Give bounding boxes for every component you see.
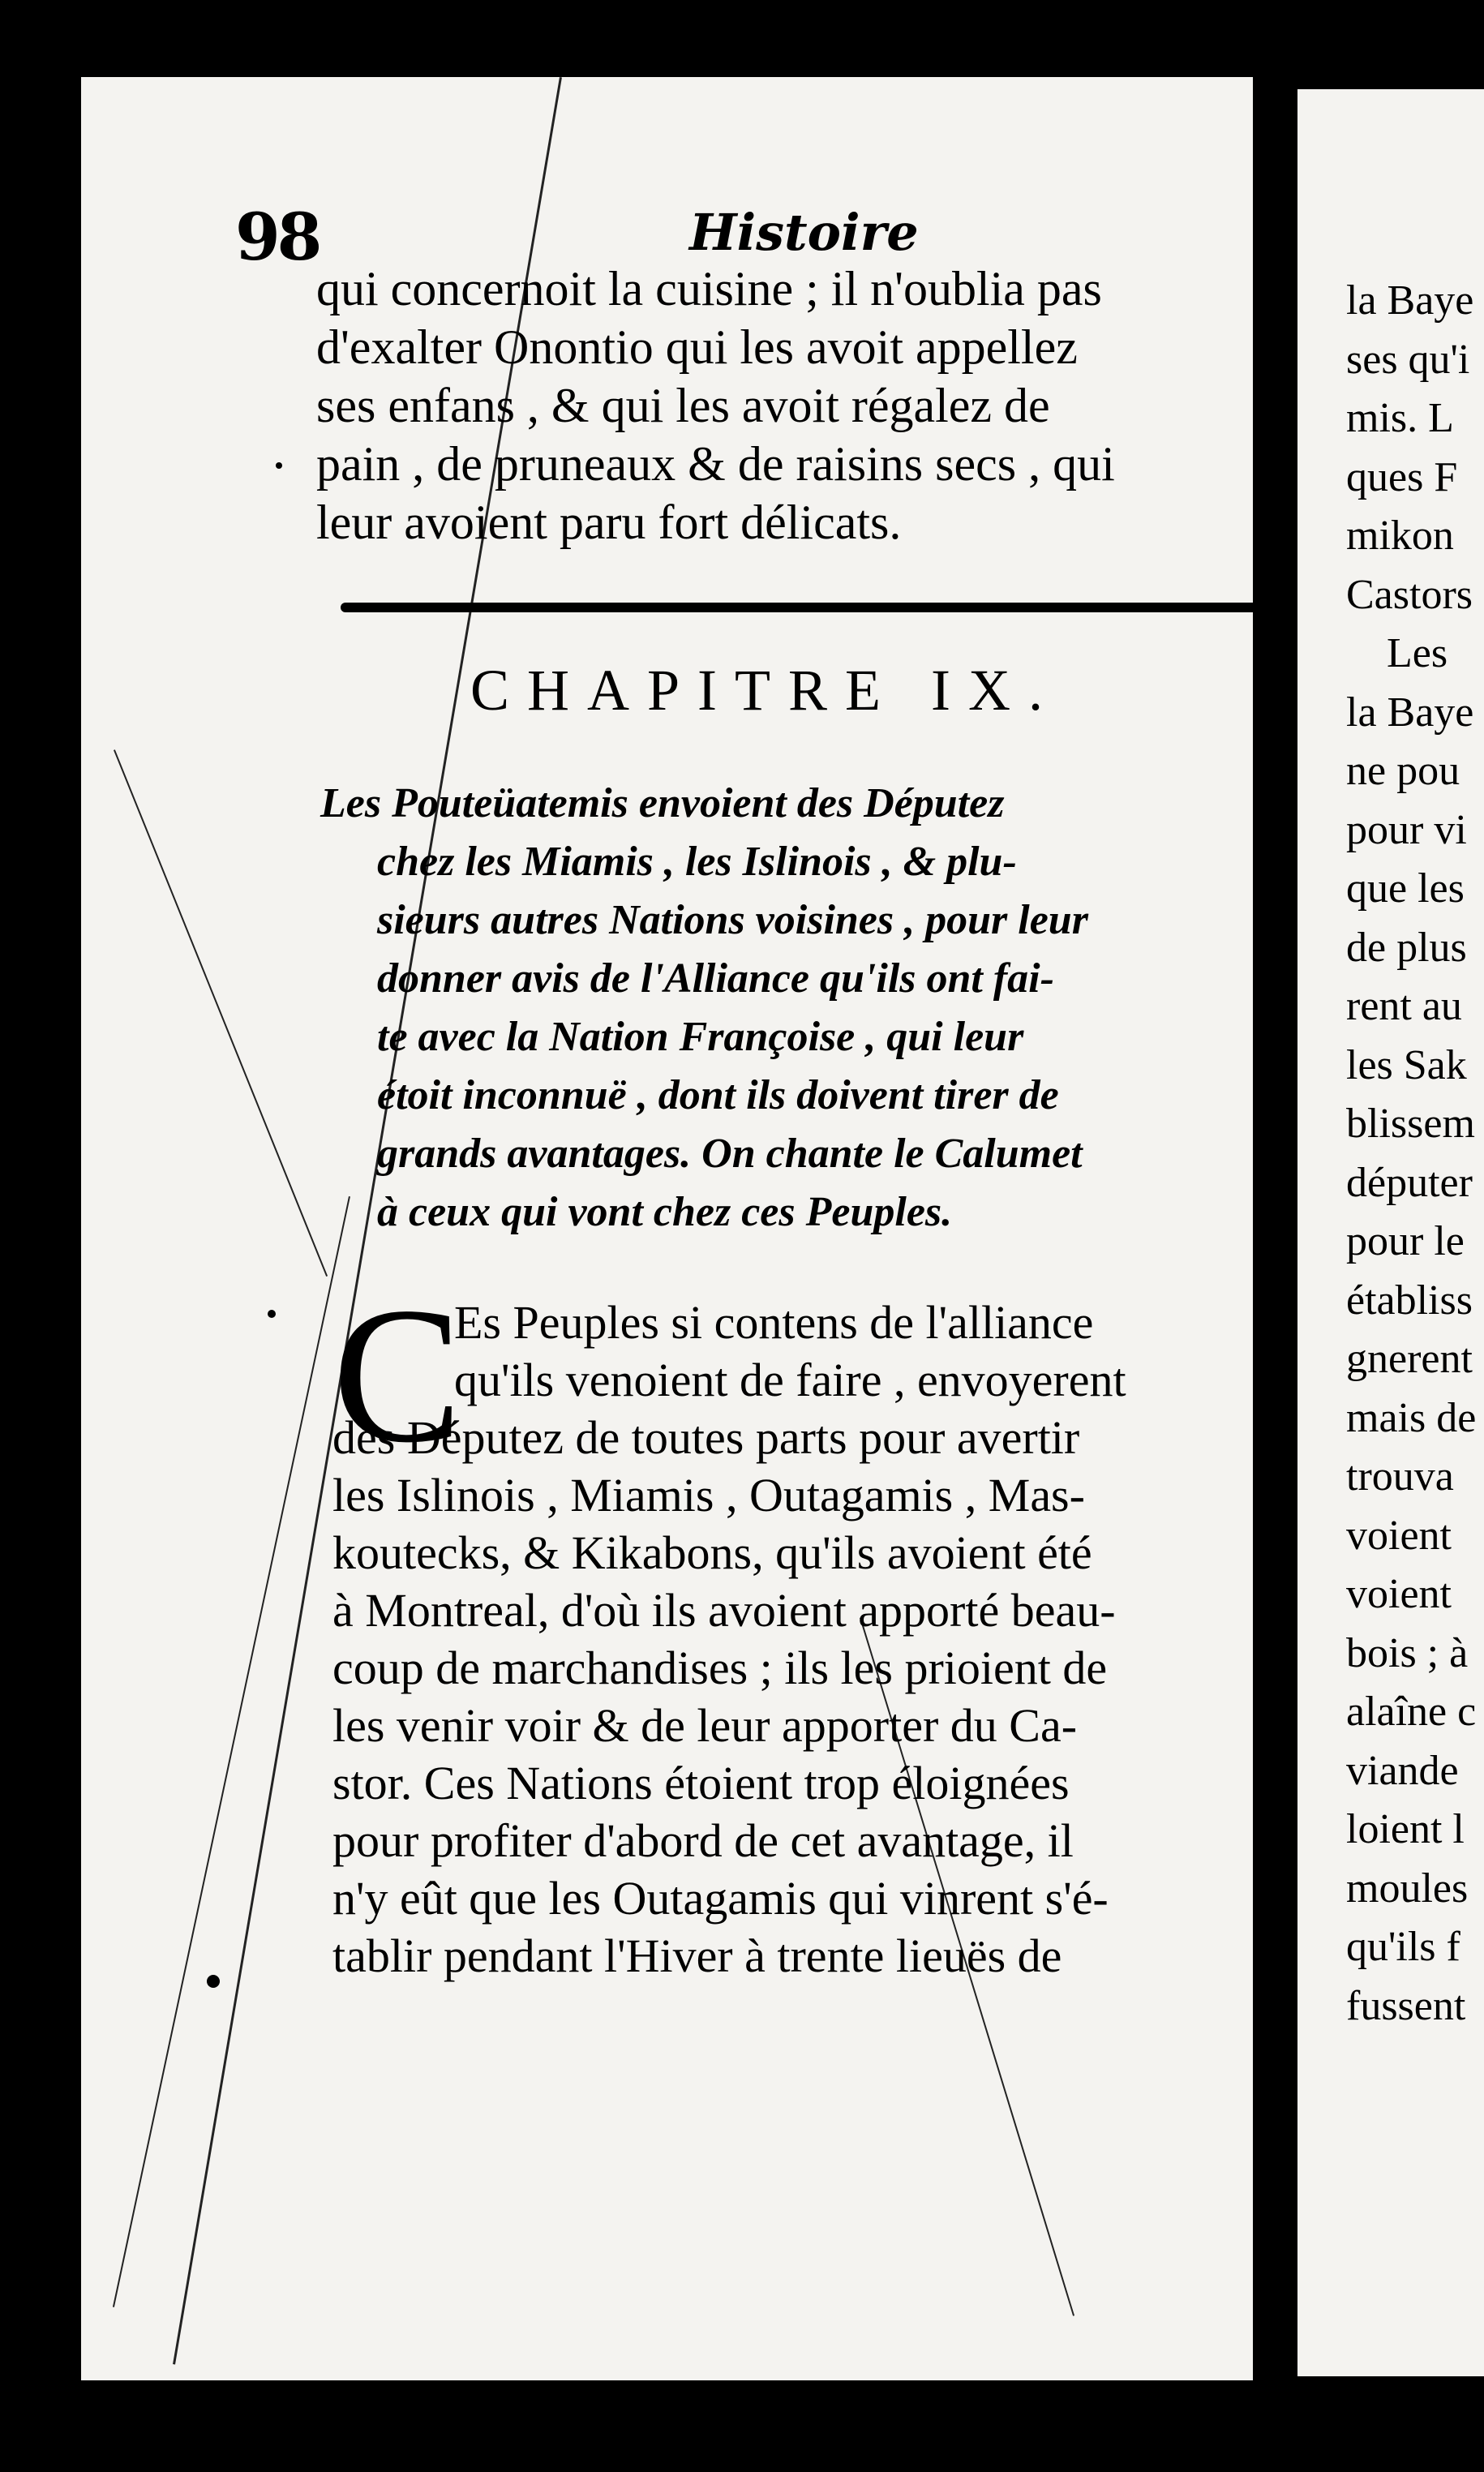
text-line: alaîne c (1346, 1689, 1477, 1735)
text-line: coup de marchandises ; ils les prioient de (332, 1642, 1108, 1694)
page-number: 98 (235, 199, 320, 275)
text-line: loient l (1346, 1806, 1465, 1852)
text-line: pour vi (1346, 806, 1467, 853)
chapter-title: CHAPITRE IX. (470, 658, 1061, 723)
text-line: députer (1346, 1159, 1473, 1206)
chapter-summary (320, 775, 1088, 1242)
summary-line: grands avantages. On chante le Calumet (377, 1131, 1083, 1177)
text-line: des Députez de toutes parts pour avertir (332, 1411, 1080, 1464)
film-scratch (113, 1196, 350, 2307)
drop-cap: C (332, 1267, 463, 1483)
text-line: la Baye (1346, 689, 1474, 736)
ink-speck (207, 1975, 220, 1988)
text-line: les Islinois , Miamis , Outagamis , Mas- (332, 1469, 1085, 1521)
text-line: Es Peuples si contens de l'alliance (454, 1296, 1094, 1349)
text-line: pain , de pruneaux & de raisins secs , qui (316, 437, 1115, 491)
text-line: gnerent (1346, 1336, 1473, 1382)
top-paragraph (316, 260, 1115, 551)
main-paragraph (332, 1267, 1126, 1985)
text-line: Castors (1346, 571, 1473, 618)
text-line: ques F (1346, 453, 1458, 500)
text-line: n'y eût que les Outagamis qui vinrent s'é- (332, 1872, 1109, 1925)
text-line: ses qu'i (1346, 336, 1470, 383)
summary-line: à ceux qui vont chez ces Peuples. (377, 1189, 953, 1235)
text-line: trouva (1346, 1453, 1454, 1500)
text-line: tablir pendant l'Hiver à trente lieuës de (332, 1929, 1062, 1982)
summary-line: sieurs autres Nations voisines , pour leur (377, 897, 1088, 943)
text-line: de plus (1346, 924, 1467, 971)
ink-speck (276, 462, 282, 469)
text-line: qu'ils venoient de faire , envoyerent (454, 1354, 1126, 1406)
text-line: stor. Ces Nations étoient trop éloignées (332, 1757, 1070, 1809)
film-scratch (114, 749, 328, 1277)
text-line: mis. L (1346, 395, 1454, 441)
text-line: les Sak (1346, 1041, 1467, 1088)
text-line: rent au (1346, 983, 1462, 1029)
running-head: Histoire (689, 203, 919, 262)
right-page (1297, 89, 1484, 2376)
summary-line: Les Pouteüatemis envoient des Députez (320, 780, 1005, 826)
text-line: leur avoient paru fort délicats. (316, 496, 902, 549)
text-line: moules (1346, 1865, 1469, 1912)
summary-line: étoit inconnuë , dont ils doivent tirer de (377, 1072, 1059, 1118)
text-line: ne pou (1346, 748, 1460, 794)
text-line: viande (1346, 1747, 1459, 1794)
text-line: les venir voir & de leur apporter du Ca- (332, 1699, 1078, 1752)
text-line: qu'ils f (1346, 1924, 1460, 1970)
page-gutter (1253, 65, 1302, 2401)
text-line: ses enfans , & qui les avoit régalez de (316, 379, 1050, 432)
text-line: Les (1387, 630, 1448, 676)
text-line: d'exalter Onontio qui les avoit appellez (316, 320, 1078, 374)
ink-speck (268, 1310, 276, 1318)
text-line: pour le (1346, 1218, 1465, 1264)
right-page-text (1346, 272, 1476, 2036)
text-line: établiss (1346, 1277, 1473, 1324)
text-line: pour profiter d'abord de cet avantage, il (332, 1814, 1074, 1867)
text-line: à Montreal, d'où ils avoient apporté beau- (332, 1584, 1116, 1637)
text-line: qui concernoit la cuisine ; il n'oublia pas (316, 262, 1102, 315)
text-line: koutecks, & Kikabons, qu'ils avoient été (332, 1526, 1092, 1579)
text-line: blissem (1346, 1101, 1475, 1147)
text-line: fussent (1346, 1982, 1466, 2029)
text-line: mais de (1346, 1394, 1477, 1441)
summary-line: te avec la Nation Françoise , qui leur (377, 1014, 1024, 1060)
summary-line: donner avis de l'Alliance qu'ils ont fai- (377, 955, 1054, 1002)
summary-line: chez les Miamis , les Islinois , & plu- (377, 839, 1017, 885)
text-line: bois ; à (1346, 1629, 1469, 1676)
text-line: voient (1346, 1571, 1452, 1617)
text-line: mikon (1346, 513, 1454, 559)
text-line: voient (1346, 1512, 1452, 1559)
text-line: la Baye (1346, 277, 1474, 324)
text-line: que les (1346, 865, 1465, 912)
left-page (81, 77, 1265, 2380)
chapter-rule (341, 603, 1265, 612)
